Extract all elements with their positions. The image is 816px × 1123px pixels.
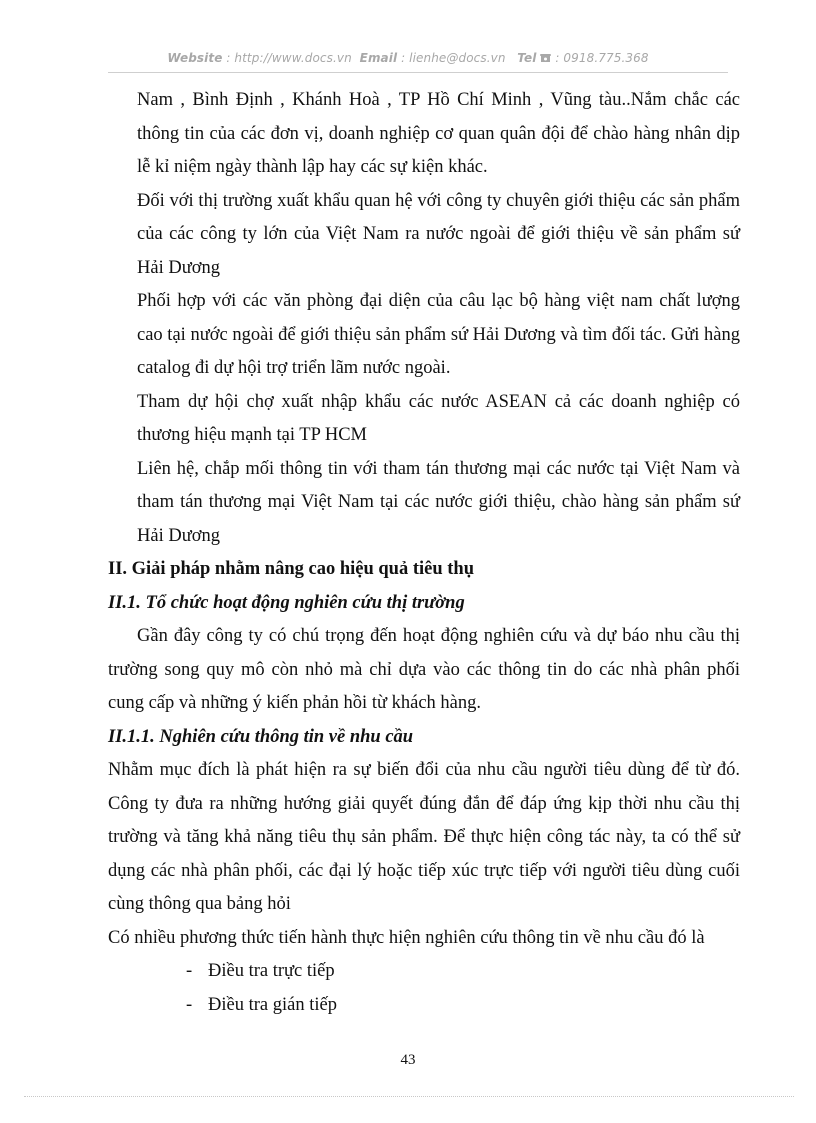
page-body [108, 84, 740, 1022]
paragraph: Phối hợp với các văn phòng đại diện của câu lạc bộ hàng việt nam chất lượng cao tại nước ngoài để giới thiệu sản phẩm sứ Hải Dương và tìm đối tác. Gửi hàng catalog đi dự hội trợ triển lãm nước ngoài. [137, 291, 740, 378]
paragraph: Tham dự hội chợ xuất nhập khẩu các nước ASEAN cả các doanh nghiệp có thương hiệu mạnh tại TP HCM [137, 391, 740, 445]
page-header [0, 51, 816, 65]
list-item-text: Điều tra gián tiếp [208, 994, 337, 1015]
list-item-text: Điều tra trực tiếp [208, 961, 335, 981]
phone-icon [540, 51, 555, 65]
header-rule [108, 72, 728, 73]
page-number: 43 [400, 1052, 416, 1068]
paragraph: Liên hệ, chắp mối thông tin với tham tán thương mại các nước tại Việt Nam và tham tán thương mại Việt Nam tại các nước giới thiệu, chào hàng sản phẩm sứ Hải Dương [137, 458, 740, 546]
paragraph: Gần đây công ty có chú trọng đến hoạt động nghiên cứu và dự báo nhu cầu thị trường song quy mô còn nhỏ mà chỉ dựa vào các thông tin do các nhà phân phối cung cấp và những ý kiến phản hồi từ khách hàng. [108, 626, 740, 713]
website-value: : http://www.docs.vn [226, 51, 352, 65]
footer-rule [24, 1096, 794, 1097]
paragraph: Đối với thị trường xuất khẩu quan hệ với công ty chuyên giới thiệu các sản phẩm của các công ty lớn của Việt Nam ra nước ngoài để giới thiệu về sản phẩm sứ Hải Dương [137, 190, 740, 278]
section-heading: II. Giải pháp nhằm nâng cao hiệu quả tiêu thụ [108, 559, 475, 579]
paragraph: Có nhiều phương thức tiến hành thực hiện nghiên cứu thông tin về nhu cầu đó là [108, 927, 705, 948]
subsection-heading: II.1. Tổ chức hoạt động nghiên cứu thị trường [108, 592, 465, 613]
subsection-heading: II.1.1. Nghiên cứu thông tin về nhu cầu [108, 726, 414, 747]
list-marker: - [186, 994, 193, 1015]
list-item [108, 989, 740, 1023]
email-label: Email [359, 51, 398, 65]
website-label: Website [167, 51, 223, 65]
tel-label: Tel [517, 51, 537, 65]
paragraph: Nhằm mục đích là phát hiện ra sự biến đổi của nhu cầu người tiêu dùng để từ đó. Công ty đưa ra những hướng giải quyết đúng đắn để đáp ứng kịp thời nhu cầu thị trường và tăng khả năng tiêu thụ sản phẩm. Để thực hiện công tác này, ta có thể sử dụng các nhà phân phối, các đại lý hoặc tiếp xúc trực tiếp với người tiêu dùng cuối cùng thông qua bảng hỏi [108, 760, 740, 914]
paragraph: Nam , Bình Định , Khánh Hoà , TP Hồ Chí Minh , Vũng tàu..Nắm chắc các thông tin của các đơn vị, doanh nghiệp cơ quan quân đội để chào hàng nhân dịp lễ kỉ niệm ngày thành lập hay các sự kiện khác. [137, 90, 740, 177]
email-value: : lienhe@docs.vn [401, 51, 506, 65]
tel-value: : 0918.775.368 [555, 51, 649, 65]
list-item [108, 955, 740, 989]
list-marker: - [186, 961, 193, 981]
